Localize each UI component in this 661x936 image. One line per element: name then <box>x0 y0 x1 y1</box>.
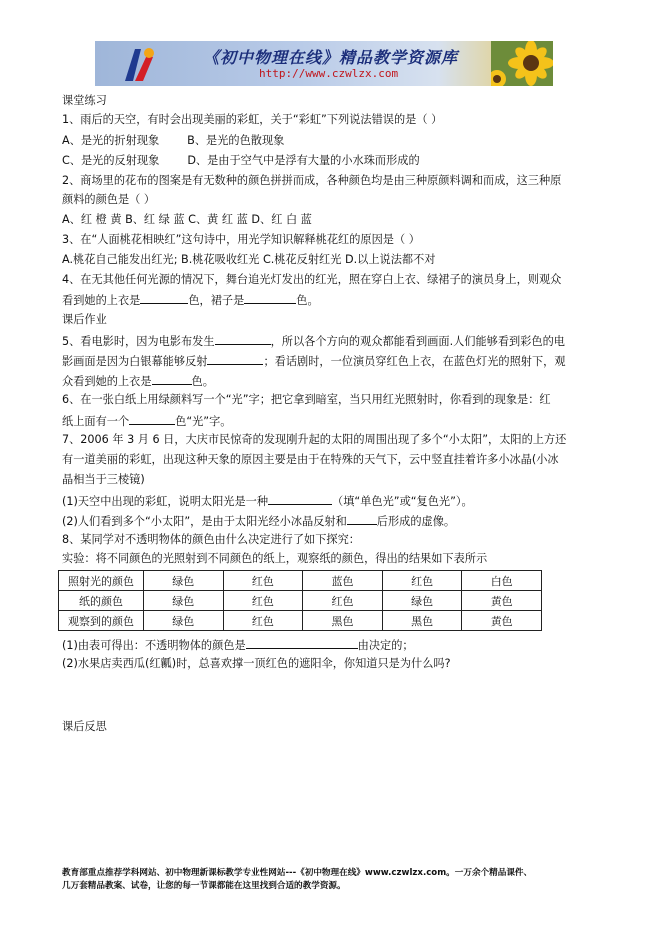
question-4-line2 <box>62 292 319 308</box>
option-a: A、是光的折射现象 <box>62 134 160 147</box>
table-cell: 绿色 <box>382 591 462 611</box>
text: （填“单色光”或“复色光”）。 <box>332 495 473 508</box>
table-cell: 红色 <box>223 591 303 611</box>
question-1-options-row2 <box>62 154 420 168</box>
question-1-options-row1 <box>62 134 284 148</box>
answer-blank[interactable] <box>140 292 188 304</box>
text: (2)人们看到多个“小太阳”，是由于太阳光经小冰晶反射和 <box>62 515 347 528</box>
text: 众看到她的上衣是 <box>62 375 152 388</box>
table-cell: 绿色 <box>144 611 224 631</box>
table-cell: 黑色 <box>382 611 462 631</box>
question-7-line2: 有一道美丽的彩虹，出现这种天象的原因主要是由于在特殊的天气下，云中竖直挂着许多小冰晶(小冰 <box>62 453 559 466</box>
table-row <box>59 571 542 591</box>
answer-blank[interactable] <box>207 353 263 365</box>
table-cell: 红色 <box>223 571 303 591</box>
text: 色。 <box>191 375 214 388</box>
section-heading-classroom: 课堂练习 <box>62 94 107 107</box>
answer-blank[interactable] <box>215 333 271 345</box>
table-cell: 红色 <box>382 571 462 591</box>
question-5-line3 <box>62 373 214 389</box>
text: ；看话剧时，一位演员穿红色上衣，在蓝色灯光的照射下，观 <box>263 355 566 368</box>
table-cell: 照射光的颜色 <box>59 571 144 591</box>
answer-blank[interactable] <box>244 292 296 304</box>
banner-title: 《初中物理在线》精品教学资源库 <box>203 48 459 67</box>
table-cell: 红色 <box>303 591 383 611</box>
answer-blank[interactable] <box>129 413 175 425</box>
question-8-line1: 8、某同学对不透明物体的颜色由什么决定进行了如下探究： <box>62 533 360 546</box>
table-cell: 绿色 <box>144 591 224 611</box>
answer-blank[interactable] <box>246 637 358 649</box>
footer-line-1: 教育部重点推荐学科网站、初中物理新课标教学专业性网站---《初中物理在线》www.czwlzx.com。一万余个精品课件、 <box>62 868 533 878</box>
text: 色“光”字。 <box>175 415 232 428</box>
table-row <box>59 591 542 611</box>
text: 后形成的虚像。 <box>376 515 456 528</box>
question-2-line1: 2、商场里的花布的图案是有无数种的颜色拼拼而成，各种颜色均是由三种原颜料调和而成，这三种原 <box>62 174 562 187</box>
answer-blank[interactable] <box>347 513 377 525</box>
text: 色，裙子是 <box>188 294 245 307</box>
table-cell: 纸的颜色 <box>59 591 144 611</box>
question-6-line2 <box>62 413 231 429</box>
table-cell: 白色 <box>462 571 542 591</box>
table-row <box>59 611 542 631</box>
table-cell: 蓝色 <box>303 571 383 591</box>
table-cell: 绿色 <box>144 571 224 591</box>
table-cell: 黑色 <box>303 611 383 631</box>
text: 纸上面有一个 <box>62 415 130 428</box>
banner-url[interactable]: http://www.czwlzx.com <box>259 67 399 80</box>
text: 5、看电影时，因为电影布发生 <box>62 335 215 348</box>
table-cell: 红色 <box>223 611 303 631</box>
question-3: 3、在“人面桃花相映红”这句诗中，用光学知识解释桃花红的原因是（ ） <box>62 233 420 246</box>
site-logo-icon <box>121 45 157 83</box>
answer-blank[interactable] <box>152 373 192 385</box>
text: ，所以各个方向的观众都能看到画面.人们能够看到彩色的电 <box>270 335 565 348</box>
sunflower-icon <box>491 41 553 86</box>
question-8-part1 <box>62 637 414 653</box>
footer-line-2: 几万套精品教案、试卷，让您的每一节课都能在这里找到合适的教学资源。 <box>62 881 346 891</box>
section-heading-homework: 课后作业 <box>62 313 107 326</box>
text: 由决定的； <box>357 639 414 652</box>
question-2-line2: 颜料的颜色是（ ） <box>62 193 156 206</box>
text: 影画面是因为白银幕能够反射 <box>62 355 208 368</box>
question-5-line2 <box>62 353 566 369</box>
table-cell: 观察到的颜色 <box>59 611 144 631</box>
question-1: 1、雨后的天空，有时会出现美丽的彩虹，关于“彩虹”下列说法错误的是（ ） <box>62 113 443 126</box>
question-6-line1: 6、在一张白纸上用绿颜料写一个“光”字；把它拿到暗室，当只用红光照射时，你看到的现象是：红 <box>62 393 551 406</box>
text: (1)由表可得出：不透明物体的颜色是 <box>62 639 246 652</box>
answer-blank[interactable] <box>268 493 332 505</box>
text: (1)天空中出现的彩虹，说明太阳光是一种 <box>62 495 269 508</box>
text: 看到她的上衣是 <box>62 294 141 307</box>
question-3-options: A.桃花自己能发出红光; B.桃花吸收红光 C.桃花反射红光 D.以上说法都不对 <box>62 253 436 266</box>
text: 色。 <box>296 294 319 307</box>
option-b: B、是光的色散现象 <box>187 134 285 147</box>
question-5-line1 <box>62 333 565 349</box>
question-7-part1 <box>62 493 473 509</box>
experiment-table <box>58 570 542 631</box>
question-8-line2: 实验：将不同颜色的光照射到不同颜色的纸上，观察纸的颜色，得出的结果如下表所示 <box>62 552 488 565</box>
question-4-line1: 4、在无其他任何光源的情况下，舞台追光灯发出的红光，照在穿白上衣、绿裙子的演员身上，则观众 <box>62 273 562 286</box>
option-c: C、是光的反射现象 <box>62 154 160 167</box>
question-8-part2: (2)水果店卖西瓜(红瓤)时，总喜欢撑一顶红色的遮阳伞，你知道只是为什么吗? <box>62 657 451 670</box>
table-cell: 黄色 <box>462 611 542 631</box>
question-2-options: A、红 橙 黄 B、红 绿 蓝 C、黄 红 蓝 D、红 白 蓝 <box>62 213 312 226</box>
question-7-line3: 晶相当于三棱镜) <box>62 473 145 486</box>
header-banner <box>95 41 553 86</box>
question-7-line1: 7、2006 年 3 月 6 日，大庆市民惊奇的发现刚升起的太阳的周围出现了多个“小太阳”，太阳的上方还 <box>62 433 567 446</box>
section-heading-reflection: 课后反思 <box>62 720 107 733</box>
option-d: D、是由于空气中是浮有大量的小水珠而形成的 <box>187 154 420 167</box>
table-cell: 黄色 <box>462 591 542 611</box>
question-7-part2 <box>62 513 455 529</box>
